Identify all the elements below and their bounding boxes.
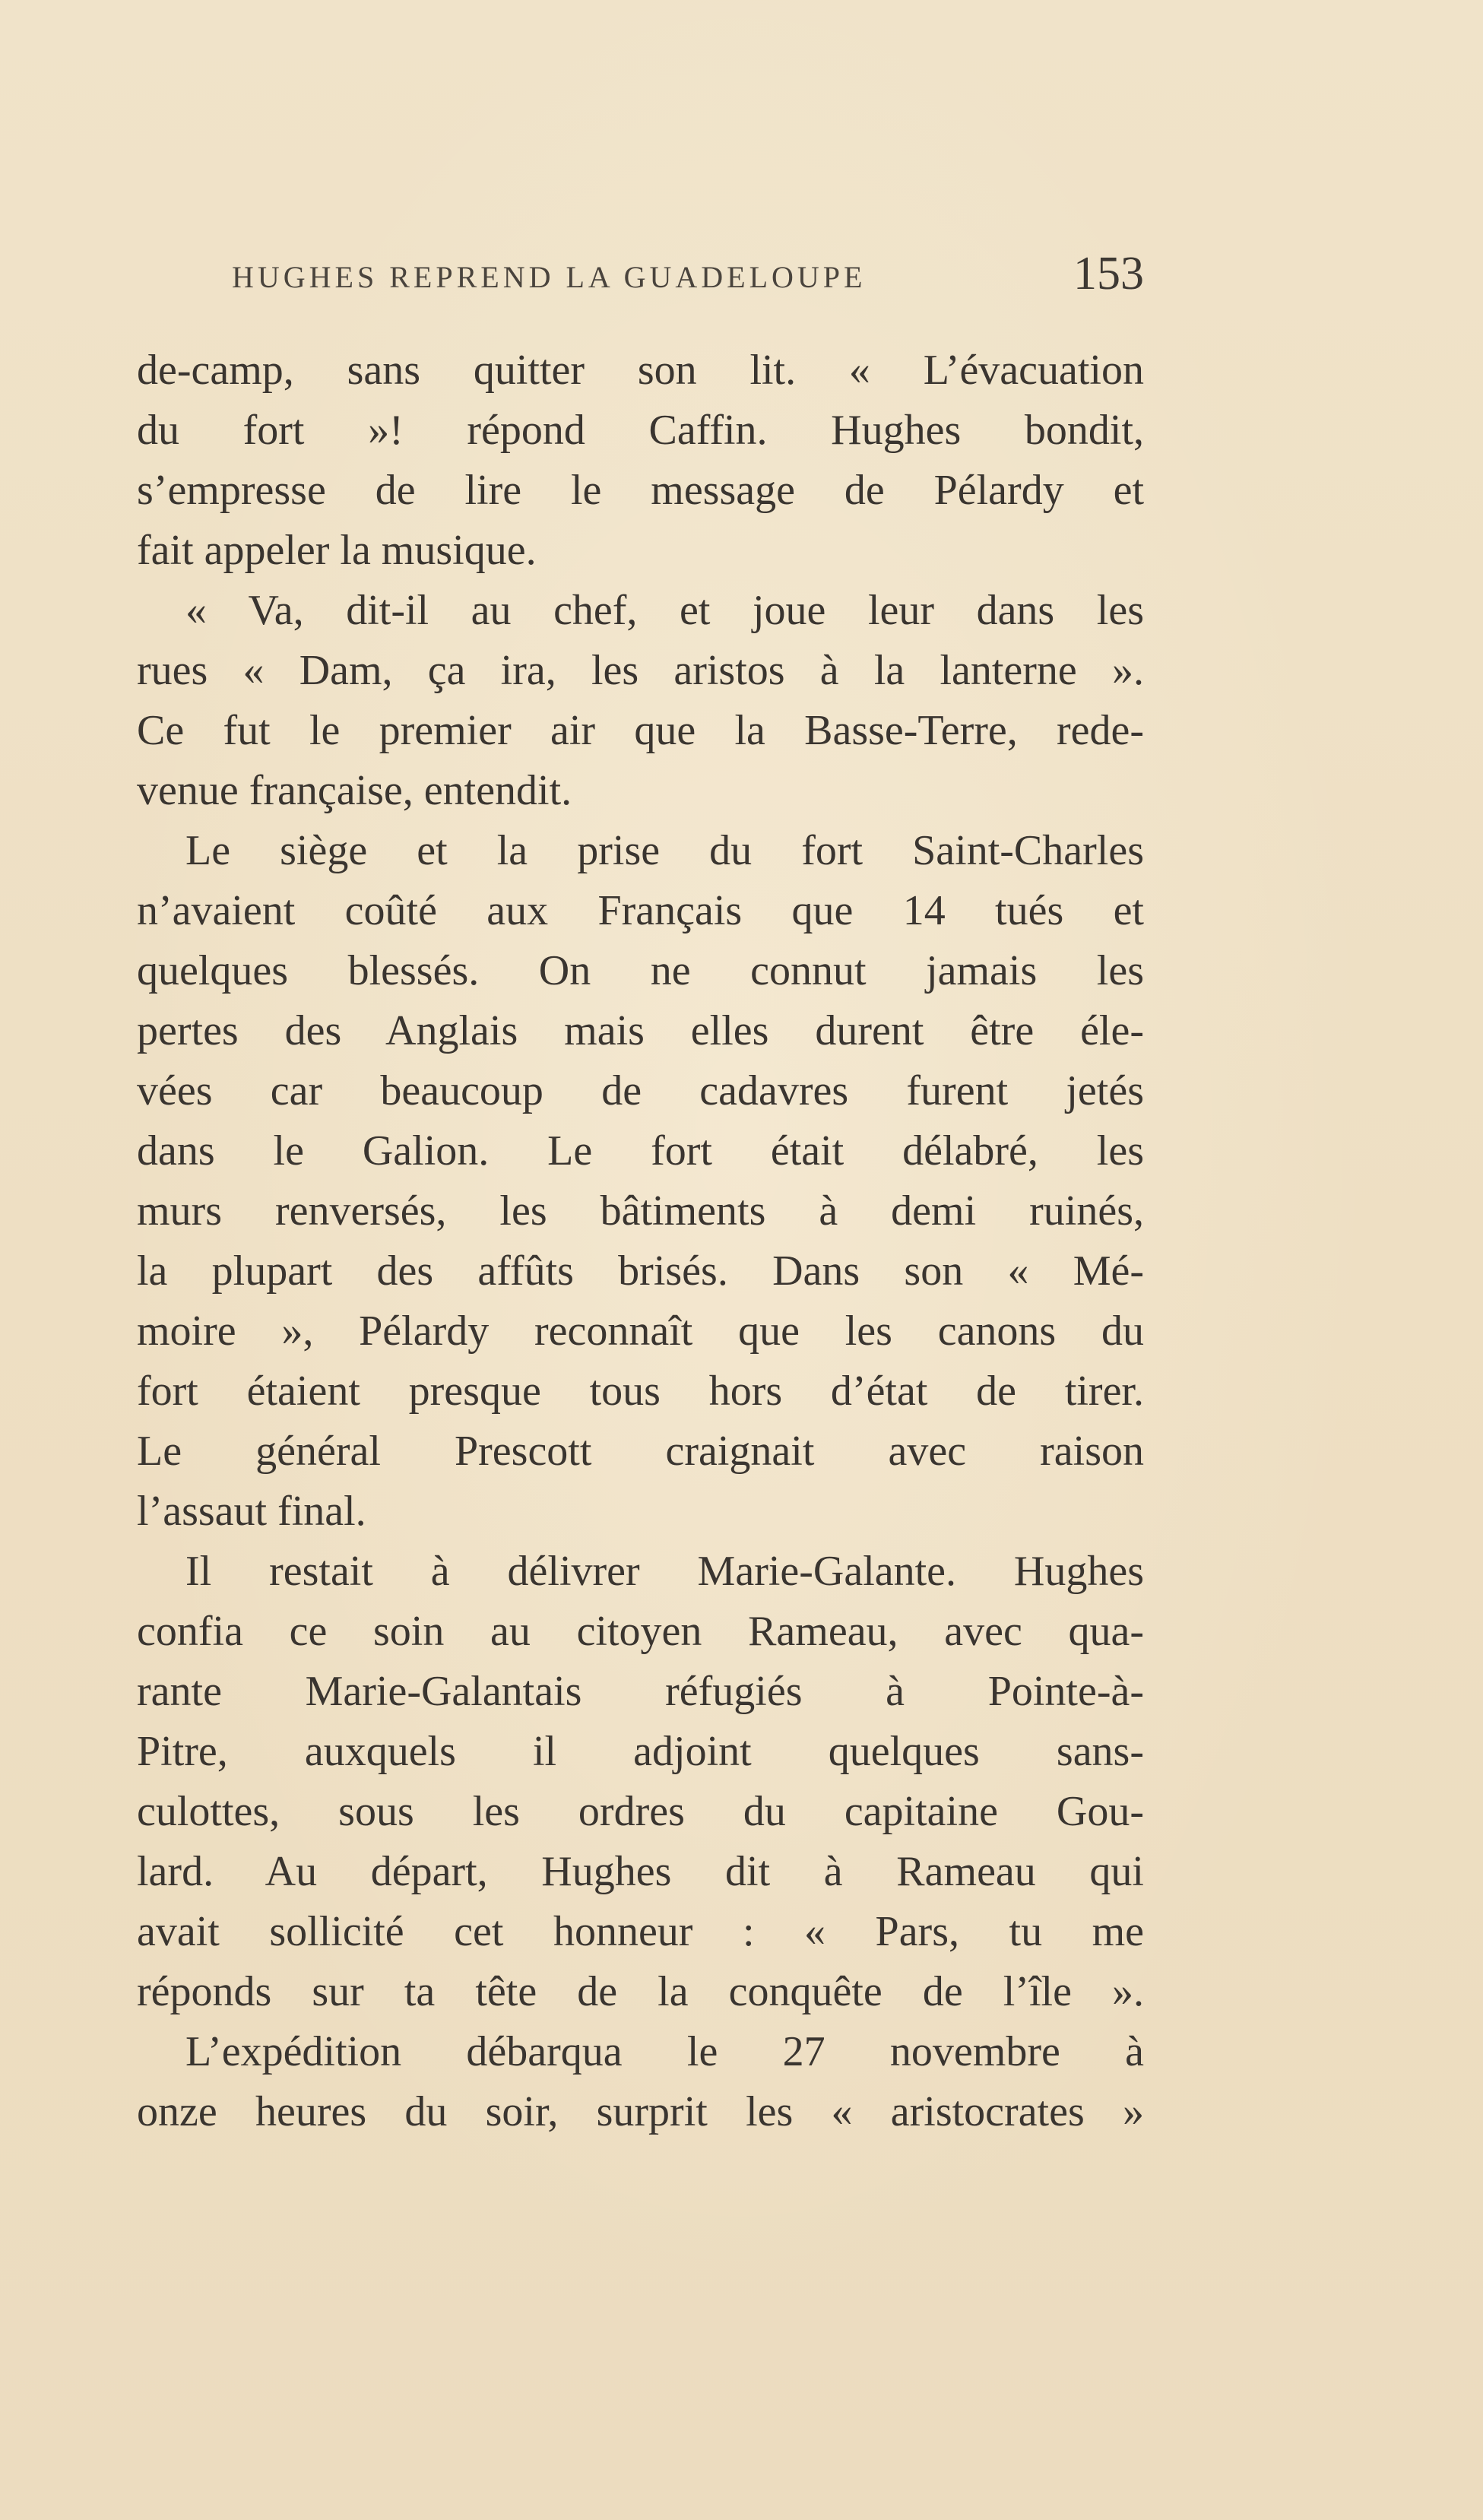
text-line: murs renversés, les bâtiments à demi ruinés, [137,1187,1144,1235]
text-line: l’assaut final. [137,1488,366,1535]
text-line: culottes, sous les ordres du capitaine Gou- [137,1788,1144,1835]
text-line: réponds sur ta tête de la conquête de l’île ». [137,1968,1144,2015]
text-line: de-camp, sans quitter son lit. « L’évacuation [137,347,1144,394]
text-line: Pitre, auxquels il adjoint quelques sans- [137,1728,1144,1775]
text-line: rues « Dam, ça ira, les aristos à la lanterne ». [137,647,1144,694]
text-line: la plupart des affûts brisés. Dans son « Mé- [137,1247,1144,1295]
text-line: avait sollicité cet honneur : « Pars, tu me [137,1908,1144,1955]
text-line: lard. Au départ, Hughes dit à Rameau qui [137,1848,1144,1895]
text-line: confia ce soin au citoyen Rameau, avec qua- [137,1608,1144,1655]
text-line: dans le Galion. Le fort était délabré, les [137,1127,1144,1174]
text-line: fort étaient presque tous hors d’état de tirer. [137,1368,1144,1415]
text-line: pertes des Anglais mais elles durent être éle- [137,1007,1144,1054]
body-text [137,341,1144,2142]
running-head: HUGHES REPREND LA GUADELOUPE [232,260,867,294]
text-line: s’empresse de lire le message de Pélardy et [137,467,1144,514]
text-line: du fort »! répond Caffin. Hughes bondit, [137,407,1144,454]
text-line: n’avaient coûté aux Français que 14 tués et [137,887,1144,934]
text-line: Le siège et la prise du fort Saint-Charles [185,827,1144,874]
text-line: quelques blessés. On ne connut jamais les [137,947,1144,994]
text-line: vées car beaucoup de cadavres furent jetés [137,1067,1144,1114]
text-line: rante Marie-Galantais réfugiés à Pointe-à- [137,1668,1144,1715]
page-number: 153 [1073,248,1144,300]
text-line: moire », Pélardy reconnaît que les canons du [137,1308,1144,1355]
text-line: fait appeler la musique. [137,527,537,574]
text-line: L’expédition débarqua le 27 novembre à [185,2028,1144,2075]
text-line: Ce fut le premier air que la Basse-Terre, rede- [137,707,1144,754]
text-line: venue française, entendit. [137,767,572,814]
text-line: onze heures du soir, surprit les « aristocrates » [137,2088,1144,2135]
text-line: Il restait à délivrer Marie-Galante. Hughes [185,1548,1144,1595]
text-line: Le général Prescott craignait avec raison [137,1428,1144,1475]
text-line: « Va, dit-il au chef, et joue leur dans les [185,587,1144,634]
page-header [232,247,1144,308]
